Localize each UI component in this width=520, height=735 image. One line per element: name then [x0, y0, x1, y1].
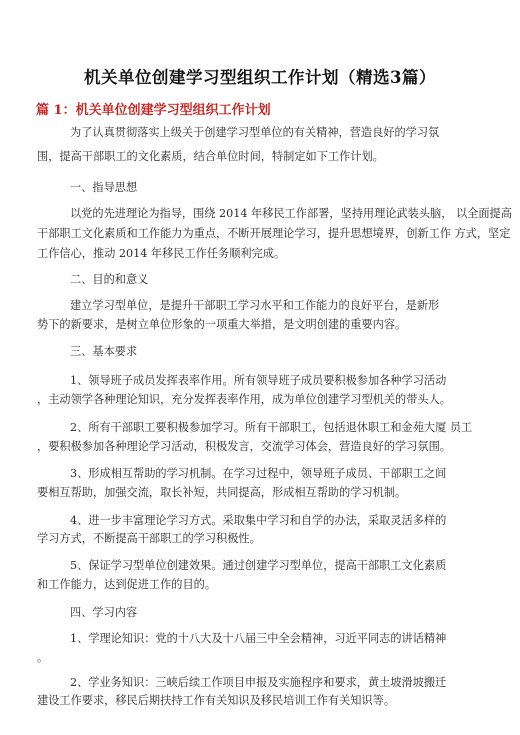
section-heading: 二、目的和意义	[70, 273, 149, 286]
paragraph-line: 4、进一步丰富理论学习方式。采取集中学习和自学的办法，采取灵活多样的	[70, 514, 447, 527]
paragraph-line: 建设工作要求，移民后期扶持工作有关知识及移民培训工作有关知识等。	[37, 694, 396, 707]
paragraph-line: 1、学理论知识：党的十八大及十八届三中全会精神，习近平同志的讲话精神	[70, 632, 447, 645]
paragraph-line: 5、保证学习型单位创建效果。通过创建学习型单位，提高干部职工文化素质	[70, 559, 447, 572]
section-heading: 一、指导思想	[70, 181, 138, 194]
paragraph-line: 3、形成相互帮助的学习机制。在学习过程中，领导班子成员、干部职工之间	[70, 467, 447, 480]
section-heading: 四、学习内容	[70, 606, 138, 619]
paragraph-line: ，主动领学各种理论知识，充分发挥表率作用，成为单位创建学习型机关的带头人。	[37, 393, 451, 406]
paragraph-line: 。	[37, 651, 49, 664]
paragraph-line: 以党的先进理论为指导，围绕 2014 年移民工作部署，坚持用理论武装头脑， 以全面提高	[70, 207, 512, 220]
paragraph-line: 2、学业务知识：三峡后续工作项目申报及实施程序和要求，黄土坡滑坡搬迁	[70, 676, 447, 689]
paragraph-line: 干部职工文化素质和工作能力为重点，不断开展理论学习，提升思想境界，创新工作 方式，坚定	[37, 227, 511, 240]
paragraph-line: 学习方式，不断提高干部职工的学习积极性。	[37, 532, 261, 545]
document-title: 机关单位创建学习型组织工作计划（精选3篇）	[84, 68, 436, 87]
paragraph-line: 和工作能力，达到促进工作的目的。	[37, 578, 217, 591]
section-title: 篇 1：机关单位创建学习型组织工作计划	[36, 103, 271, 118]
paragraph-line: 工作信心，推动 2014 年移民工作任务顺利完成。	[37, 247, 286, 260]
paragraph-line: ，要积极参加各种理论学习活动，积极发言，交流学习体会，营造良好的学习氛围。	[37, 440, 451, 453]
paragraph-line: 为了认真贯彻落实上级关于创建学习型单位的有关精神，营造良好的学习氛	[70, 126, 440, 139]
paragraph-line: 1、领导班子成员发挥表率作用。所有领导班子成员要积极参加各种学习活动	[70, 374, 447, 387]
paragraph-line: 势下的新要求，是树立单位形象的一项重大举措，是文明创建的重要内容。	[37, 318, 407, 331]
paragraph-line: 要相互帮助，加强交流，取长补短，共同提高，形成相互帮助的学习机制。	[37, 486, 407, 499]
paragraph-line: 2、所有干部职工要积极参加学习。所有干部职工，包括退休职工和金苑大厦 员工	[70, 421, 473, 434]
section-heading: 三、基本要求	[70, 345, 138, 358]
paragraph-line: 围，提高干部职工的文化素质，结合单位时间，特制定如下工作计划。	[37, 150, 384, 163]
paragraph-line: 建立学习型单位，是提升干部职工学习水平和工作能力的良好平台，是新形	[70, 299, 440, 312]
